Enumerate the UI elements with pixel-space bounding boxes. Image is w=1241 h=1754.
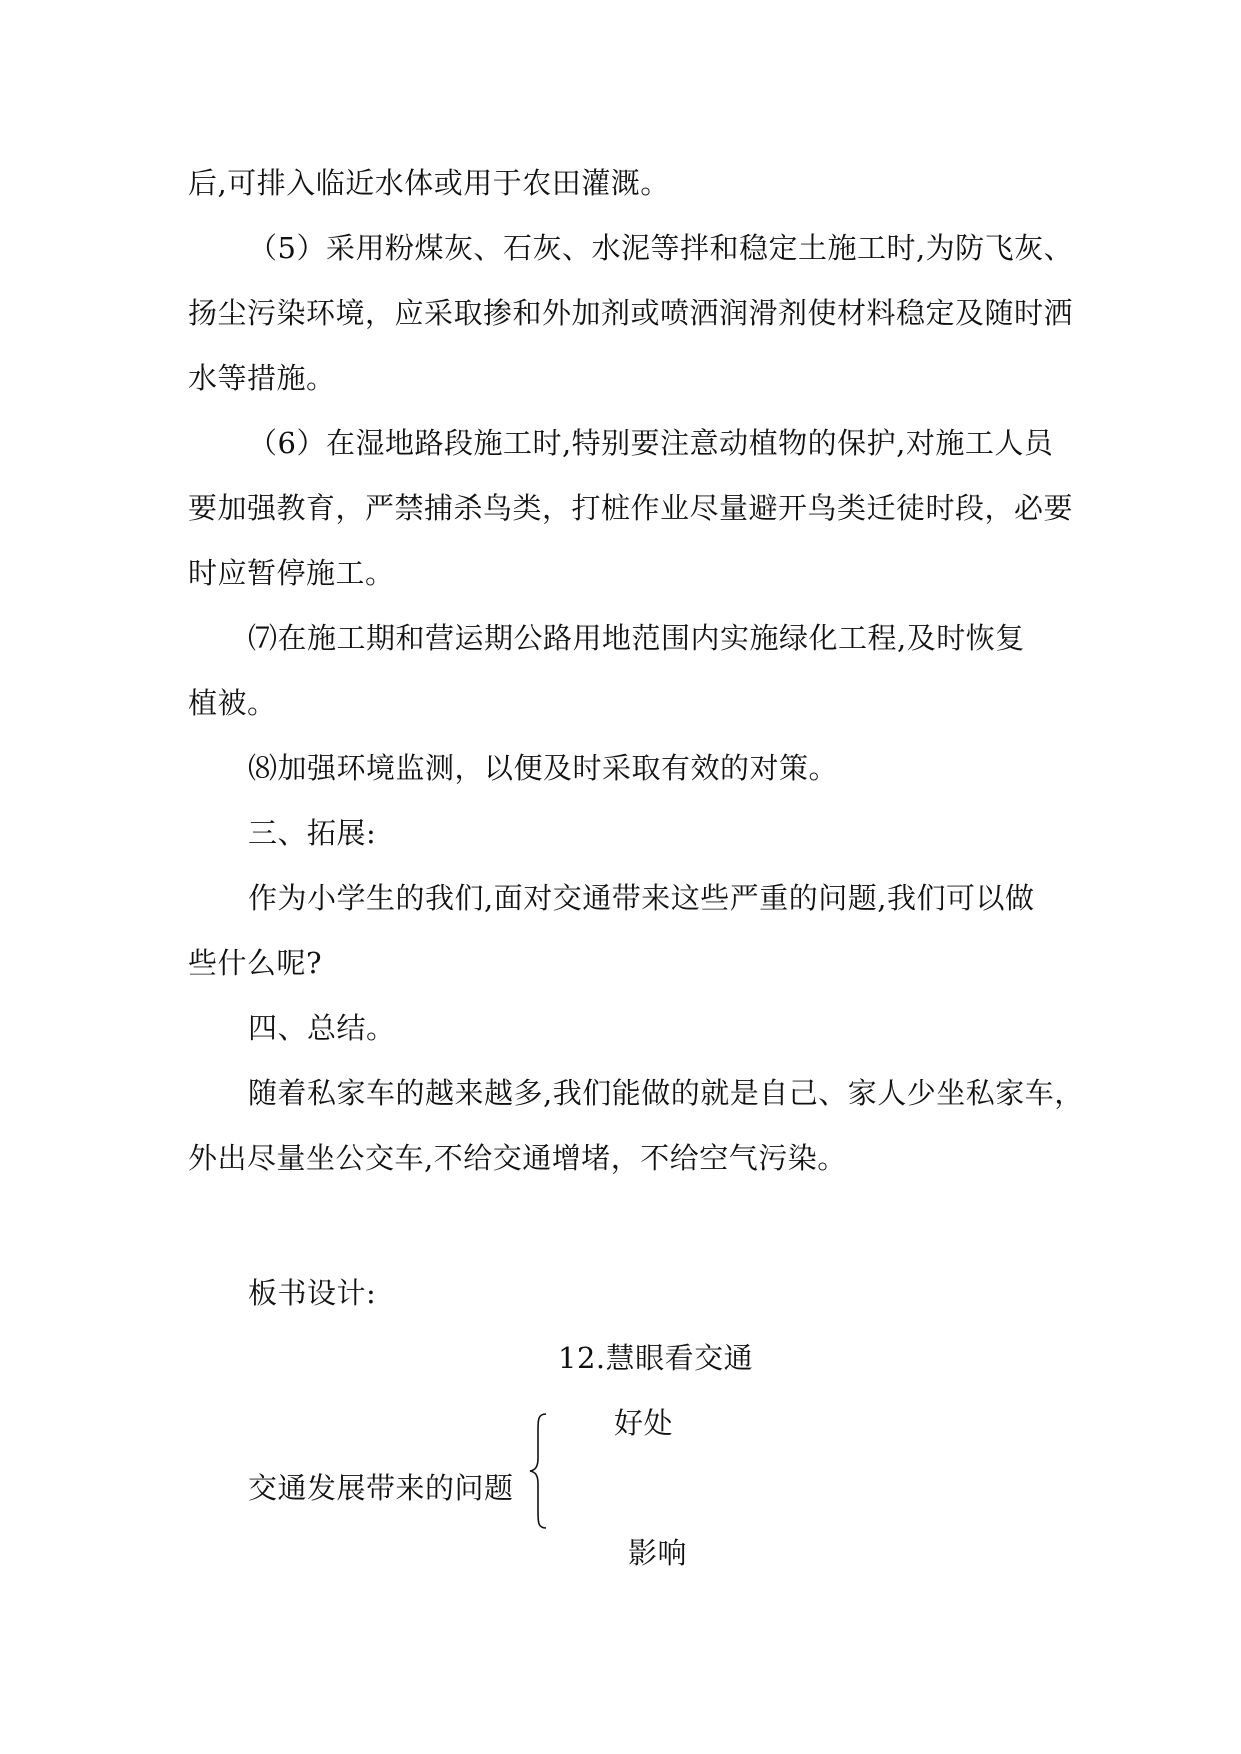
text-line: （5）采用粉煤灰、石灰、水泥等拌和稳定土施工时,为防飞灰、 xyxy=(248,231,1074,265)
board-title: 12.慧眼看交通 xyxy=(558,1341,754,1375)
text-line: 扬尘污染环境，应采取掺和外加剂或喷洒润滑剂使材料稳定及随时洒 xyxy=(188,296,1074,330)
text-line: 时应暂停施工。 xyxy=(188,556,395,590)
text-line: 后,可排入临近水体或用于农田灌溉。 xyxy=(188,166,670,200)
board-left-text: 交通发展带来的问题 xyxy=(248,1471,514,1505)
board-label: 板书设计: xyxy=(248,1276,377,1310)
text-line: 要加强教育，严禁捕杀鸟类，打桩作业尽量避开鸟类迁徒时段，必要 xyxy=(188,491,1074,525)
section-heading: 三、拓展: xyxy=(248,816,377,850)
text-line: ⑻加强环境监测，以便及时采取有效的对策。 xyxy=(248,751,839,785)
curly-brace xyxy=(524,1412,564,1530)
section-heading: 四、总结。 xyxy=(248,1011,396,1045)
board-branch-bottom: 影响 xyxy=(628,1536,688,1570)
text-line: 些什么呢? xyxy=(188,946,323,980)
text-line: 植被。 xyxy=(188,686,277,720)
text-line: 作为小学生的我们,面对交通带来这些严重的问题,我们可以做 xyxy=(248,881,1035,915)
board-branch-top: 好处 xyxy=(614,1406,674,1440)
text-line: 外出尽量坐公交车,不给交通增堵，不给空气污染。 xyxy=(188,1141,847,1175)
text-line: （6）在湿地路段施工时,特别要注意动植物的保护,对施工人员 xyxy=(248,426,1054,460)
text-line: 随着私家车的越来越多,我们能做的就是自己、家人少坐私家车， xyxy=(248,1076,1084,1110)
text-line: ⑺在施工期和营运期公路用地范围内实施绿化工程,及时恢复 xyxy=(248,621,1025,655)
text-line: 水等措施。 xyxy=(188,361,336,395)
